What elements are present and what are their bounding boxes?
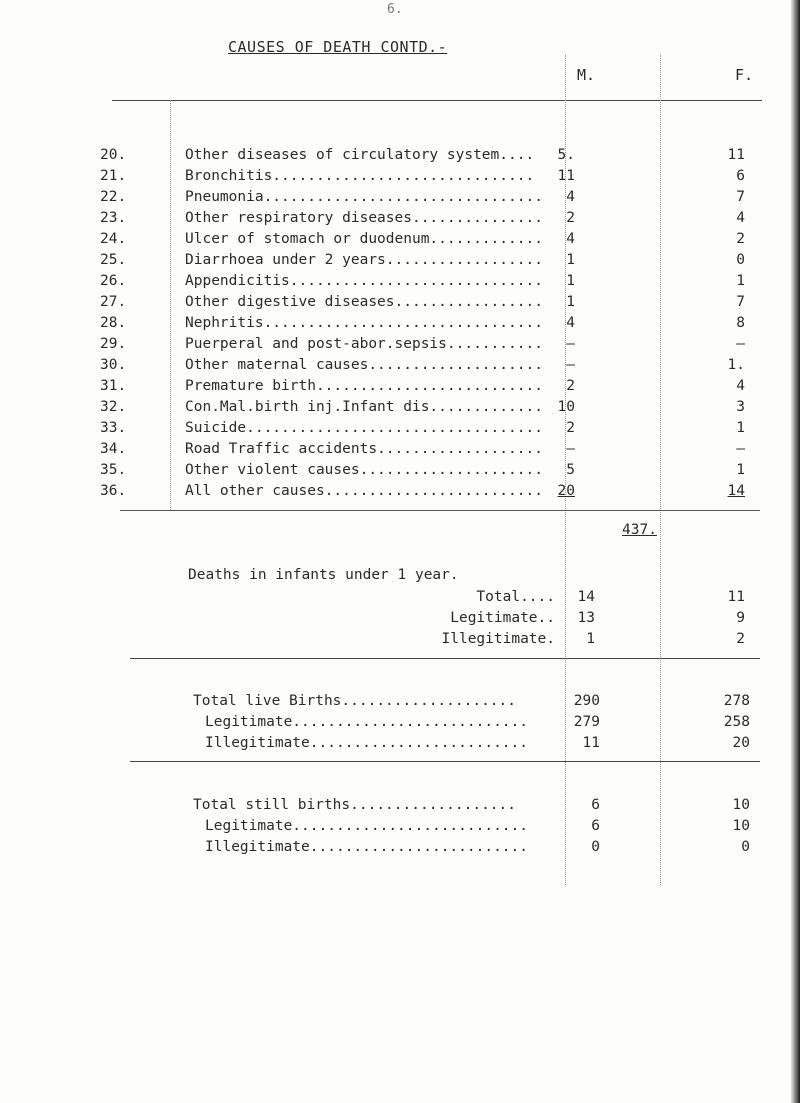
cause-label: All other causes......................... xyxy=(185,483,543,499)
female-count: 4 xyxy=(736,378,745,394)
female-count: – xyxy=(736,441,745,457)
table-row xyxy=(0,189,800,210)
cause-number: 22. xyxy=(100,189,127,205)
grand-total: 437. xyxy=(622,522,657,538)
table-row xyxy=(0,252,800,273)
header-rule xyxy=(112,100,762,101)
table-row xyxy=(0,168,800,189)
still-births-illegit-male: 0 xyxy=(591,839,600,855)
table-row xyxy=(0,420,800,441)
cause-number: 27. xyxy=(100,294,127,310)
male-count: 1 xyxy=(566,252,575,268)
cause-label: Appendicitis............................. xyxy=(185,273,543,289)
male-count: 4 xyxy=(566,189,575,205)
live-births-total-female: 278 xyxy=(723,693,750,709)
cause-label: Suicide.................................. xyxy=(185,420,543,436)
live-births-rule xyxy=(130,761,760,762)
cause-number: 23. xyxy=(100,210,127,226)
female-count: 1. xyxy=(727,357,745,373)
cause-label: Con.Mal.birth inj.Infant dis............. xyxy=(185,399,543,415)
male-count: 2 xyxy=(566,420,575,436)
infants-legit-label: Legitimate.. xyxy=(450,610,555,626)
cause-label: Road Traffic accidents................... xyxy=(185,441,543,457)
female-count: 7 xyxy=(736,294,745,310)
female-count: 6 xyxy=(736,168,745,184)
female-count: 1 xyxy=(736,273,745,289)
still-births-legit-label: Legitimate........................... xyxy=(205,818,529,834)
cause-number: 29. xyxy=(100,336,127,352)
cause-label: Nephritis................................ xyxy=(185,315,543,331)
cause-label: Other maternal causes.................... xyxy=(185,357,543,373)
still-births-total-male: 6 xyxy=(591,797,600,813)
infants-legit-male: 13 xyxy=(577,610,595,626)
cause-number: 28. xyxy=(100,315,127,331)
male-count: 4 xyxy=(566,231,575,247)
page-edge-shadow xyxy=(790,0,800,1103)
table-row xyxy=(0,441,800,462)
female-count: 8 xyxy=(736,315,745,331)
male-count: 4 xyxy=(566,315,575,331)
cause-number: 20. xyxy=(100,147,127,163)
still-births-illegit-female: 0 xyxy=(741,839,750,855)
cause-number: 34. xyxy=(100,441,127,457)
cause-label: Puerperal and post-abor.sepsis........... xyxy=(185,336,543,352)
female-count: 11 xyxy=(727,147,745,163)
infants-illegit-male: 1 xyxy=(586,631,595,647)
cause-number: 36. xyxy=(100,483,127,499)
cause-number: 33. xyxy=(100,420,127,436)
cause-number: 30. xyxy=(100,357,127,373)
cause-number: 21. xyxy=(100,168,127,184)
male-count: 5. xyxy=(557,147,575,163)
live-births-illegit-male: 11 xyxy=(582,735,600,751)
infants-legit-female: 9 xyxy=(736,610,745,626)
male-count: – xyxy=(566,336,575,352)
cause-number: 26. xyxy=(100,273,127,289)
still-births-total-female: 10 xyxy=(732,797,750,813)
still-births-legit-male: 6 xyxy=(591,818,600,834)
live-births-legit-label: Legitimate........................... xyxy=(205,714,529,730)
male-count: 5 xyxy=(566,462,575,478)
cause-number: 35. xyxy=(100,462,127,478)
table-row xyxy=(0,273,800,294)
infants-heading: Deaths in infants under 1 year. xyxy=(188,567,459,583)
column-header-male: M. xyxy=(577,66,596,84)
cause-label: Bronchitis.............................. xyxy=(185,168,535,184)
male-count: – xyxy=(566,357,575,373)
infants-total-label: Total.... xyxy=(476,589,555,605)
male-count: – xyxy=(566,441,575,457)
infants-illegit-label: Illegitimate. xyxy=(441,631,555,647)
infants-total-male: 14 xyxy=(577,589,595,605)
table-row xyxy=(0,231,800,252)
male-count: 2 xyxy=(566,378,575,394)
cause-label: Ulcer of stomach or duodenum............. xyxy=(185,231,543,247)
male-count: 1 xyxy=(566,294,575,310)
infants-total-female: 11 xyxy=(727,589,745,605)
table-row xyxy=(0,357,800,378)
live-births-total-male: 290 xyxy=(573,693,600,709)
live-births-legit-female: 258 xyxy=(723,714,750,730)
table-row xyxy=(0,483,800,504)
male-count: 11 xyxy=(557,168,575,184)
table-row xyxy=(0,147,800,168)
female-count: – xyxy=(736,336,745,352)
cause-number: 25. xyxy=(100,252,127,268)
infants-rule xyxy=(130,658,760,659)
infants-illegit-female: 2 xyxy=(736,631,745,647)
cause-label: Pneumonia................................ xyxy=(185,189,543,205)
cause-number: 24. xyxy=(100,231,127,247)
page-number: 6. xyxy=(387,2,403,17)
female-count: 1 xyxy=(736,462,745,478)
page-title: CAUSES OF DEATH CONTD.- xyxy=(228,38,448,56)
still-births-total-label: Total still births................... xyxy=(193,797,517,813)
male-count: 10 xyxy=(557,399,575,415)
still-births-legit-female: 10 xyxy=(732,818,750,834)
table-row xyxy=(0,378,800,399)
cause-number: 31. xyxy=(100,378,127,394)
female-count: 7 xyxy=(736,189,745,205)
male-count: 20 xyxy=(557,483,575,499)
totals-rule xyxy=(120,510,760,511)
table-row xyxy=(0,294,800,315)
male-count: 2 xyxy=(566,210,575,226)
cause-label: Other violent causes..................... xyxy=(185,462,543,478)
table-row xyxy=(0,399,800,420)
table-row xyxy=(0,336,800,357)
table-row xyxy=(0,210,800,231)
cause-label: Premature birth.......................... xyxy=(185,378,543,394)
cause-label: Other diseases of circulatory system.... xyxy=(185,147,535,163)
cause-label: Diarrhoea under 2 years.................. xyxy=(185,252,543,268)
live-births-illegit-female: 20 xyxy=(732,735,750,751)
live-births-legit-male: 279 xyxy=(573,714,600,730)
live-births-total-label: Total live Births.................... xyxy=(193,693,517,709)
male-count: 1 xyxy=(566,273,575,289)
cause-label: Other digestive diseases................. xyxy=(185,294,543,310)
live-births-illegit-label: Illegitimate......................... xyxy=(205,735,529,751)
female-count: 3 xyxy=(736,399,745,415)
column-header-female: F. xyxy=(735,66,754,84)
cause-number: 32. xyxy=(100,399,127,415)
table-row xyxy=(0,462,800,483)
female-count: 1 xyxy=(736,420,745,436)
table-row xyxy=(0,315,800,336)
still-births-illegit-label: Illegitimate......................... xyxy=(205,839,529,855)
female-count: 14 xyxy=(727,483,745,499)
female-count: 0 xyxy=(736,252,745,268)
cause-label: Other respiratory diseases............... xyxy=(185,210,543,226)
female-count: 2 xyxy=(736,231,745,247)
female-count: 4 xyxy=(736,210,745,226)
